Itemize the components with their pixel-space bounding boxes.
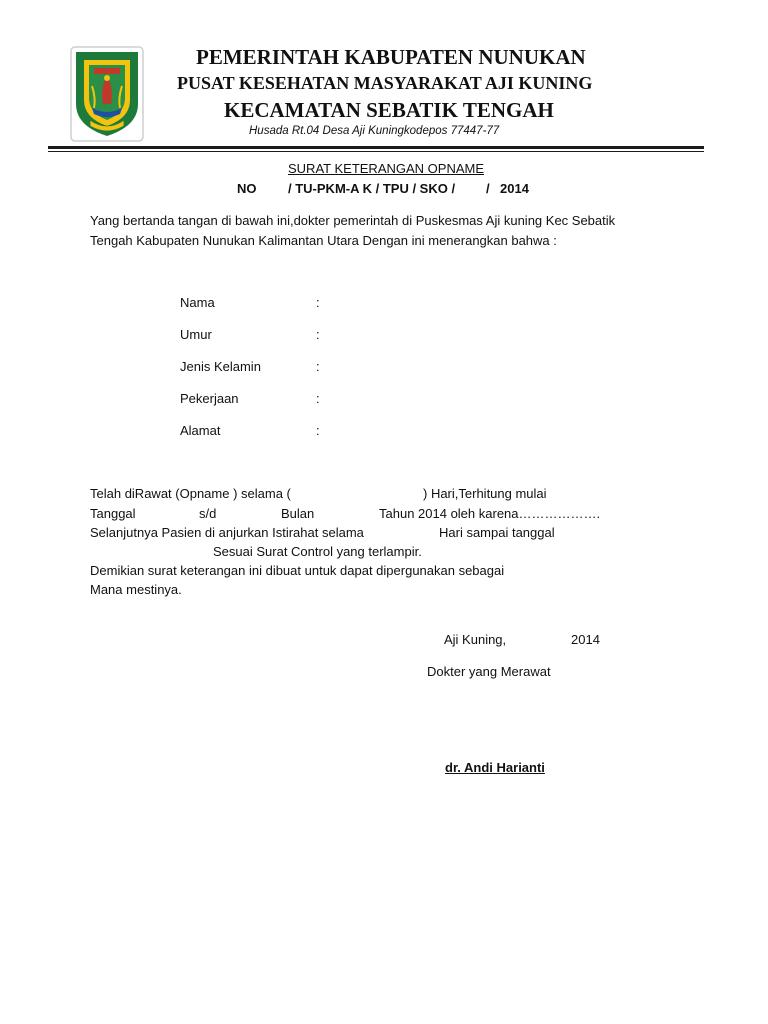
statement-until-label: s/d [199, 506, 217, 521]
letterhead-district-name: KECAMATAN SEBATIK TENGAH [224, 98, 554, 122]
field-label-nama: Nama [180, 295, 215, 310]
statement-rest-advice: Selanjutnya Pasien di anjurkan Istirahat selama [90, 525, 364, 540]
intro-line-1: Yang bertanda tangan di bawah ini,dokter pemerintah di Puskesmas Aji kuning Kec Sebatik [90, 213, 616, 228]
field-colon: : [316, 359, 320, 374]
statement-year-reason: Tahun 2014 oleh karena………………. [379, 506, 601, 521]
statement-closing-line-2: Mana mestinya. [90, 582, 182, 597]
statement-closing-line-1: Demikian surat keterangan ini dibuat untuk dapat dipergunakan sebagai [90, 563, 505, 578]
intro-line-2: Tengah Kabupaten Nunukan Kalimantan Utara Dengan ini menerangkan bahwa : [90, 233, 557, 248]
field-label-alamat: Alamat [180, 423, 221, 438]
field-colon: : [316, 423, 320, 438]
field-label-umur: Umur [180, 327, 212, 342]
statement-month-label: Bulan [281, 506, 315, 521]
letterhead-government-name: PEMERINTAH KABUPATEN NUNUKAN [196, 45, 586, 69]
letter-number-code: / TU-PKM-A K / TPU / SKO / [288, 181, 456, 196]
statement-control-letter: Sesuai Surat Control yang terlampir. [213, 544, 422, 559]
letterhead-address: Husada Rt.04 Desa Aji Kuningkodepos 77447-77 [249, 125, 500, 137]
signer-name: dr. Andi Harianti [445, 760, 545, 775]
signature-place: Aji Kuning, [444, 632, 507, 647]
letter-number-label: NO [237, 181, 257, 196]
letterhead-health-center-name: PUSAT KESEHATAN MASYARAKAT AJI KUNING [177, 73, 593, 93]
field-colon: : [316, 327, 320, 342]
letterhead-divider-thick [48, 146, 704, 149]
statement-date-label: Tanggal [90, 506, 136, 521]
letter-number-year: 2014 [500, 181, 529, 196]
document-title: SURAT KETERANGAN OPNAME [288, 161, 484, 176]
field-colon: : [316, 391, 320, 406]
field-colon: : [316, 295, 320, 310]
statement-days-counted-from: ) Hari,Terhitung mulai [423, 486, 547, 501]
letter-number-separator: / [486, 181, 490, 196]
letterhead-divider-thin [48, 151, 704, 152]
statement-rest-until: Hari sampai tanggal [439, 525, 555, 540]
signature-year: 2014 [571, 632, 600, 647]
regency-coat-of-arms-icon [70, 46, 144, 142]
statement-opname-duration: Telah diRawat (Opname ) selama ( [90, 486, 291, 501]
signature-role: Dokter yang Merawat [427, 664, 551, 679]
field-label-pekerjaan: Pekerjaan [180, 391, 239, 406]
field-label-jenis-kelamin: Jenis Kelamin [180, 359, 261, 374]
